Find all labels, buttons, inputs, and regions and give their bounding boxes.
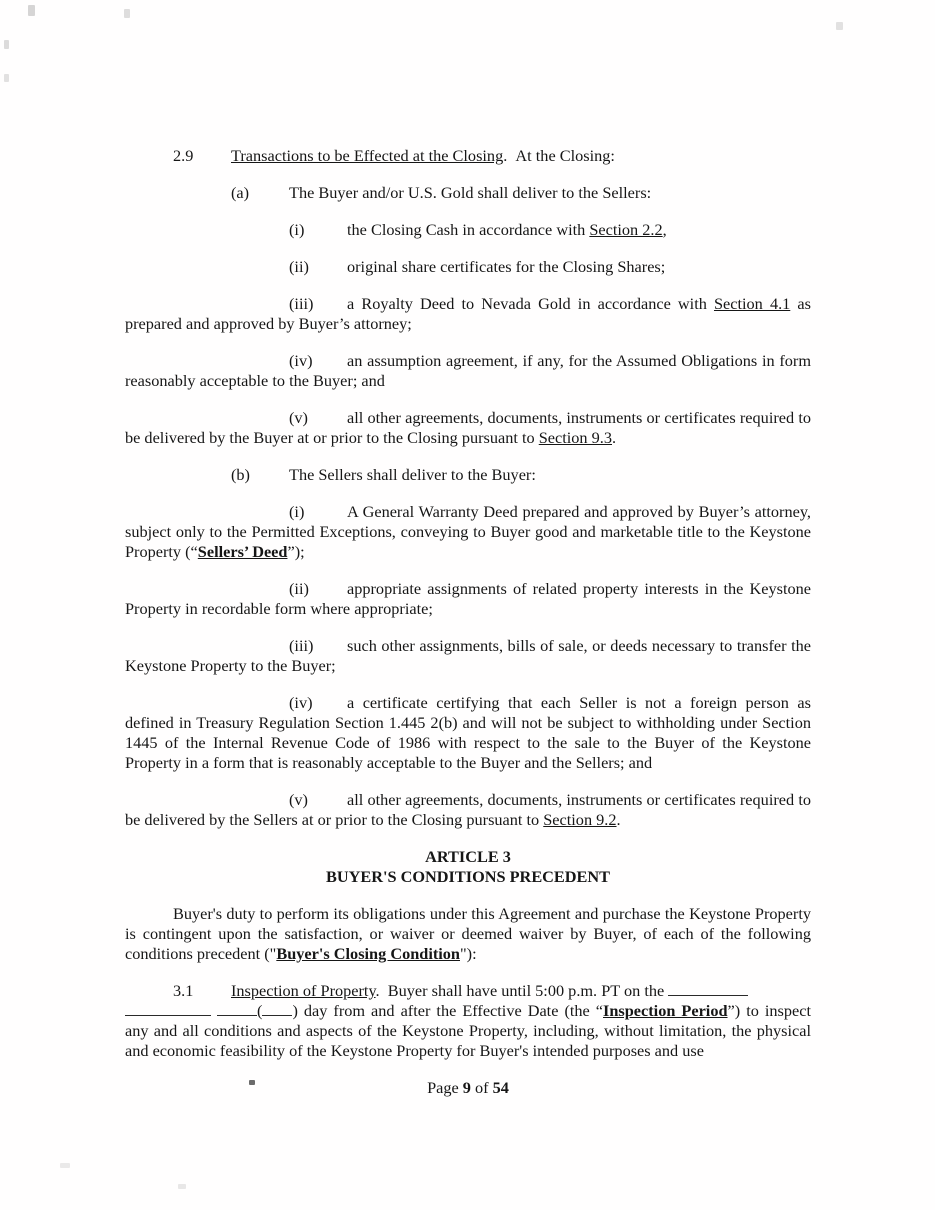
item-marker: (v) xyxy=(289,408,308,427)
defined-term: Buyer's Closing Condition xyxy=(276,944,460,963)
item-marker: (b) xyxy=(231,465,250,484)
page-total: 54 xyxy=(492,1078,509,1097)
article-title: BUYER'S CONDITIONS PRECEDENT xyxy=(325,867,611,886)
document-body xyxy=(125,146,811,1115)
scan-speck xyxy=(836,22,843,30)
item-text: . xyxy=(612,428,617,447)
scan-speck xyxy=(4,74,9,82)
page-footer xyxy=(125,1078,811,1098)
item-b-iii xyxy=(125,636,811,676)
defined-term: Sellers’ Deed xyxy=(197,542,288,561)
scan-speck xyxy=(28,5,35,16)
item-marker: (i) xyxy=(289,220,305,239)
item-text: A General Warranty Deed prepared and approved by Buyer’s attorney, subject only to the Permitted Exceptions, conveying to Buyer good and marketable title to the Keystone Property (“ xyxy=(125,502,811,561)
item-text: such other assignments, bills of sale, or deeds necessary to transfer the Keystone Property to the Buyer; xyxy=(125,636,811,675)
article-3-heading xyxy=(125,847,811,887)
section-2-9-heading xyxy=(125,146,811,166)
item-text: appropriate assignments of related property interests in the Keystone Property in recordable form where appropriate; xyxy=(125,579,811,618)
item-text: a Royalty Deed to Nevada Gold in accordance with xyxy=(347,294,714,313)
blank-line xyxy=(668,981,748,996)
item-a-ii xyxy=(125,257,811,277)
section-reference: Section 2.2 xyxy=(589,220,663,239)
item-marker: (a) xyxy=(231,183,250,202)
item-text: a certificate certifying that each Seller is not a foreign person as defined in Treasury Regulation Section 1.445 2(b) and will not be subject to withholding under Section 1445 of the Internal Revenue Code of 1986 with respect to the sale to the Buyer of the Keystone Property in a form that is reasonably acceptable to the Buyer and the Sellers; and xyxy=(125,693,811,772)
item-text: all other agreements, documents, instruments or certificates required to be delivered by the Sellers at or prior to the Closing pursuant to xyxy=(125,790,811,829)
section-reference: Section 9.3 xyxy=(538,428,612,447)
paragraph-text: "): xyxy=(460,944,477,963)
item-text: original share certificates for the Closing Shares; xyxy=(347,257,666,276)
item-text: The Buyer and/or U.S. Gold shall deliver to the Sellers: xyxy=(289,183,652,202)
scan-speck xyxy=(124,9,130,18)
item-text: the Closing Cash in accordance with xyxy=(347,220,590,239)
blank-line xyxy=(217,1001,257,1016)
item-marker: (v) xyxy=(289,790,308,809)
article-number: ARTICLE 3 xyxy=(425,847,511,866)
item-a-i xyxy=(125,220,811,240)
item-text: as prepared and approved by Buyer’s attorney; xyxy=(125,294,811,333)
item-marker: (iii) xyxy=(289,636,314,655)
paragraph-text: ) day from and after the Effective Date (the “ xyxy=(292,1001,604,1020)
item-b-ii xyxy=(125,579,811,619)
section-number: 2.9 xyxy=(173,146,194,165)
section-title: Transactions to be Effected at the Closing xyxy=(231,146,504,165)
item-b-v xyxy=(125,790,811,830)
section-number: 3.1 xyxy=(173,981,194,1000)
item-marker: (i) xyxy=(289,502,305,521)
scan-speck xyxy=(178,1184,186,1189)
paragraph-text: ( xyxy=(257,1001,263,1020)
paragraph-text: . Buyer shall have until 5:00 p.m. PT on the xyxy=(375,981,669,1000)
item-b-i xyxy=(125,502,811,562)
item-marker: (iv) xyxy=(289,693,313,712)
item-text: an assumption agreement, if any, for the Assumed Obligations in form reasonably acceptable to the Buyer; and xyxy=(125,351,811,390)
article-3-intro-paragraph xyxy=(125,904,811,964)
item-marker: (ii) xyxy=(289,257,309,276)
item-b-iv xyxy=(125,693,811,773)
section-3-1-paragraph xyxy=(125,981,811,1061)
section-reference: Section 9.2 xyxy=(543,810,617,829)
item-marker: (ii) xyxy=(289,579,309,598)
item-text: all other agreements, documents, instruments or certificates required to be delivered by the Buyer at or prior to the Closing pursuant to xyxy=(125,408,811,447)
paragraph-text: Buyer's duty to perform its obligations under this Agreement and purchase the Keystone Property is contingent upon the satisfaction, or waiver or deemed waiver by Buyer, of each of the following conditions precedent (" xyxy=(125,904,811,963)
scan-speck xyxy=(60,1163,70,1168)
item-marker: (iii) xyxy=(289,294,314,313)
item-text: The Sellers shall deliver to the Buyer: xyxy=(289,465,536,484)
item-marker: (iv) xyxy=(289,351,313,370)
scan-speck xyxy=(4,40,9,49)
blank-line xyxy=(262,1001,292,1016)
defined-term: Inspection Period xyxy=(603,1001,728,1020)
page-number: 9 xyxy=(462,1078,471,1097)
item-text: ”); xyxy=(287,542,305,561)
item-b xyxy=(125,465,811,485)
item-a-iii xyxy=(125,294,811,334)
item-a xyxy=(125,183,811,203)
section-heading-tail: . At the Closing: xyxy=(503,146,615,165)
blank-line xyxy=(125,1001,211,1016)
footer-text: of xyxy=(470,1078,493,1097)
item-text: , xyxy=(662,220,667,239)
footer-text: Page xyxy=(427,1078,463,1097)
paragraph-text: ”) to inspect any and all conditions and aspects of the Keystone Property, including, without limitation, the physical and economic feasibility of the Keystone Property for Buyer's intended purposes and use xyxy=(125,1001,811,1060)
item-a-v xyxy=(125,408,811,448)
item-text: . xyxy=(616,810,621,829)
item-a-iv xyxy=(125,351,811,391)
section-title: Inspection of Property xyxy=(231,981,376,1000)
section-reference: Section 4.1 xyxy=(713,294,791,313)
